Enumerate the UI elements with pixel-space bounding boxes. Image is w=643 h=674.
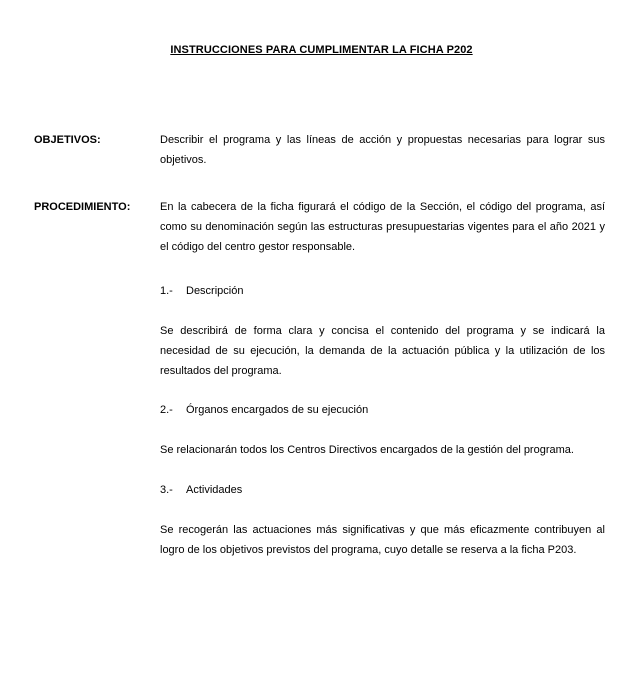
objetivos-body <box>160 130 605 170</box>
procedimiento-label: PROCEDIMIENTO: <box>34 201 131 213</box>
objetivos-label: OBJETIVOS: <box>34 134 101 146</box>
item-heading-1 <box>160 281 605 301</box>
item-number-1: 1.- <box>160 285 173 297</box>
procedimiento-body <box>160 197 605 560</box>
objetivos-text: Describir el programa y las líneas de acción y propuestas necesarias para lograr sus objetivos. <box>160 134 605 166</box>
item-text-2: Se relacionarán todos los Centros Directivos encargados de la gestión del programa. <box>160 444 574 456</box>
item-number-2: 2.- <box>160 404 173 416</box>
item-text-3: Se recogerán las actuaciones más significativas y que más eficazmente contribuyen al logro de los objetivos previstos del programa, cuyo detalle se reserva a la ficha P203. <box>160 524 605 556</box>
item-heading-3 <box>160 480 605 500</box>
document-title: INSTRUCCIONES PARA CUMPLIMENTAR LA FICHA P202 <box>170 44 473 56</box>
procedimiento-intro: En la cabecera de la ficha figurará el código de la Sección, el código del programa, así como su denominación según las estructuras presupuestarias vigentes para el año 2021 y el código del centro gestor responsable. <box>160 201 605 253</box>
item-text-1: Se describirá de forma clara y concisa el contenido del programa y se indicará la necesidad de su ejecución, la demanda de la actuación pública y la utilización de los resultados del programa. <box>160 325 605 377</box>
item-title-1: Descripción <box>186 285 244 297</box>
item-title-3: Actividades <box>186 484 243 496</box>
item-number-3: 3.- <box>160 484 173 496</box>
item-heading-2 <box>160 400 605 420</box>
item-title-2: Órganos encargados de su ejecución <box>186 404 369 416</box>
